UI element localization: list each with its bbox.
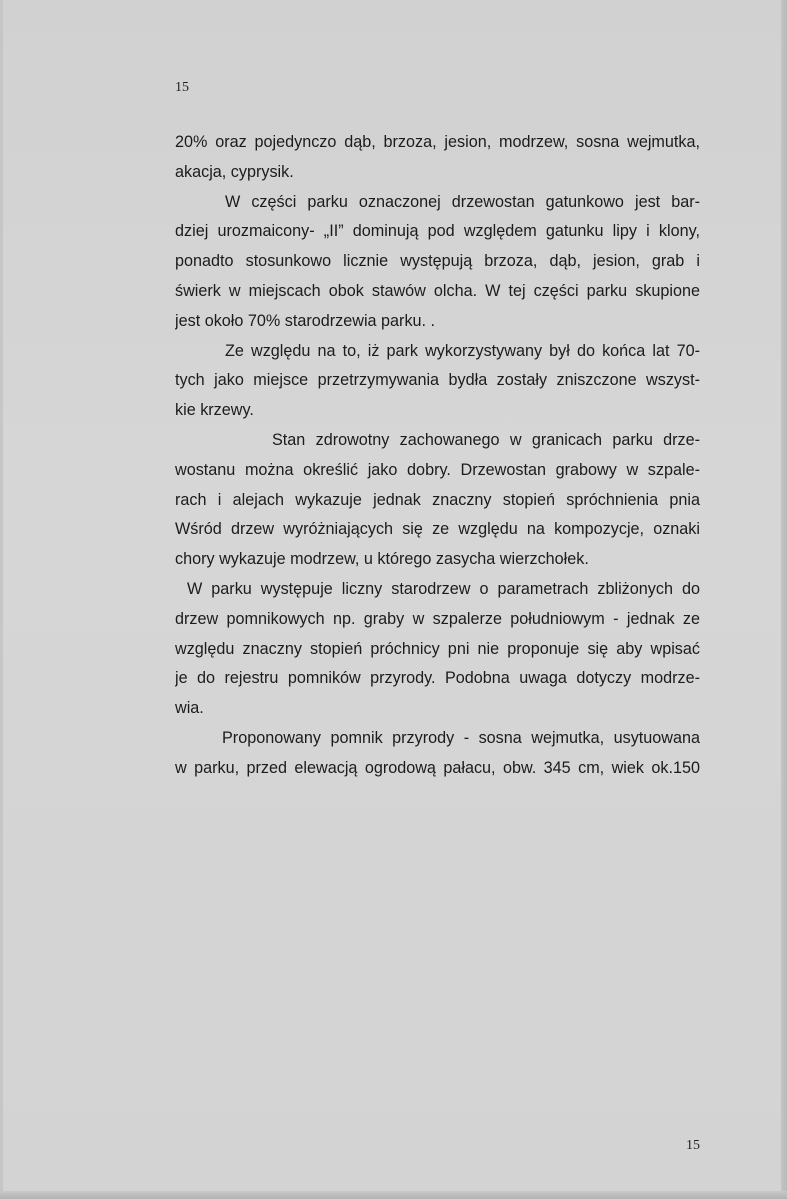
- text-line: ponadto stosunkowo licznie występują brzoza, dąb, jesion, grab i: [175, 252, 700, 271]
- text-line: rach i alejach wykazuje jednak znaczny stopień spróchnienia pnia: [175, 490, 700, 509]
- text-line: jest około 70% starodrzewia parku. .: [175, 311, 436, 330]
- text-line: Wśród drzew wyróżniających się ze względu na kompozycje, oznaki: [175, 520, 700, 539]
- text-line: je do rejestru pomników przyrody. Podobna uwaga dotyczy modrze-: [175, 669, 700, 688]
- text-line: względu znaczny stopień próchnicy pni nie proponuje się aby wpisać: [175, 639, 700, 658]
- text-line: tych jako miejsce przetrzymywania bydła zostały zniszczone wszyst-: [175, 371, 700, 390]
- text-line: kie krzewy.: [175, 401, 254, 420]
- scan-edge-right: [781, 0, 787, 1199]
- text-line: W parku występuje liczny starodrzew o parametrach zbliżonych do: [187, 579, 700, 598]
- body-text: [175, 128, 700, 784]
- text-line: wia.: [175, 699, 204, 718]
- text-line: W części parku oznaczonej drzewostan gatunkowo jest bar-: [225, 192, 700, 211]
- text-line: drzew pomnikowych np. graby w szpalerze południowym - jednak ze: [175, 609, 700, 628]
- text-line: Ze względu na to, iż park wykorzystywany był do końca lat 70-: [225, 341, 700, 360]
- text-line: w parku, przed elewacją ogrodową pałacu, obw. 345 cm, wiek ok.150: [175, 758, 700, 777]
- text-line: chory wykazuje modrzew, u którego zasycha wierzchołek.: [175, 550, 589, 569]
- scan-edge-bottom: [0, 1191, 787, 1199]
- text-line: świerk w miejscach obok stawów olcha. W tej części parku skupione: [175, 281, 700, 300]
- page-number-bottom: 15: [686, 1138, 700, 1153]
- text-line: Proponowany pomnik przyrody - sosna wejmutka, usytuowana: [222, 728, 700, 747]
- text-line: Stan zdrowotny zachowanego w granicach parku drze-: [272, 430, 700, 449]
- text-line: dziej urozmaicony- „II” dominują pod względem gatunku lipy i klony,: [175, 222, 700, 241]
- scan-edge-left: [0, 0, 3, 1199]
- text-line: 20% oraz pojedynczo dąb, brzoza, jesion, modrzew, sosna wejmutka,: [175, 133, 700, 151]
- text-line: wostanu można określić jako dobry. Drzewostan grabowy w szpale-: [175, 460, 700, 479]
- text-line: akacja, cyprysik.: [175, 162, 294, 181]
- page-number-top: 15: [175, 80, 189, 95]
